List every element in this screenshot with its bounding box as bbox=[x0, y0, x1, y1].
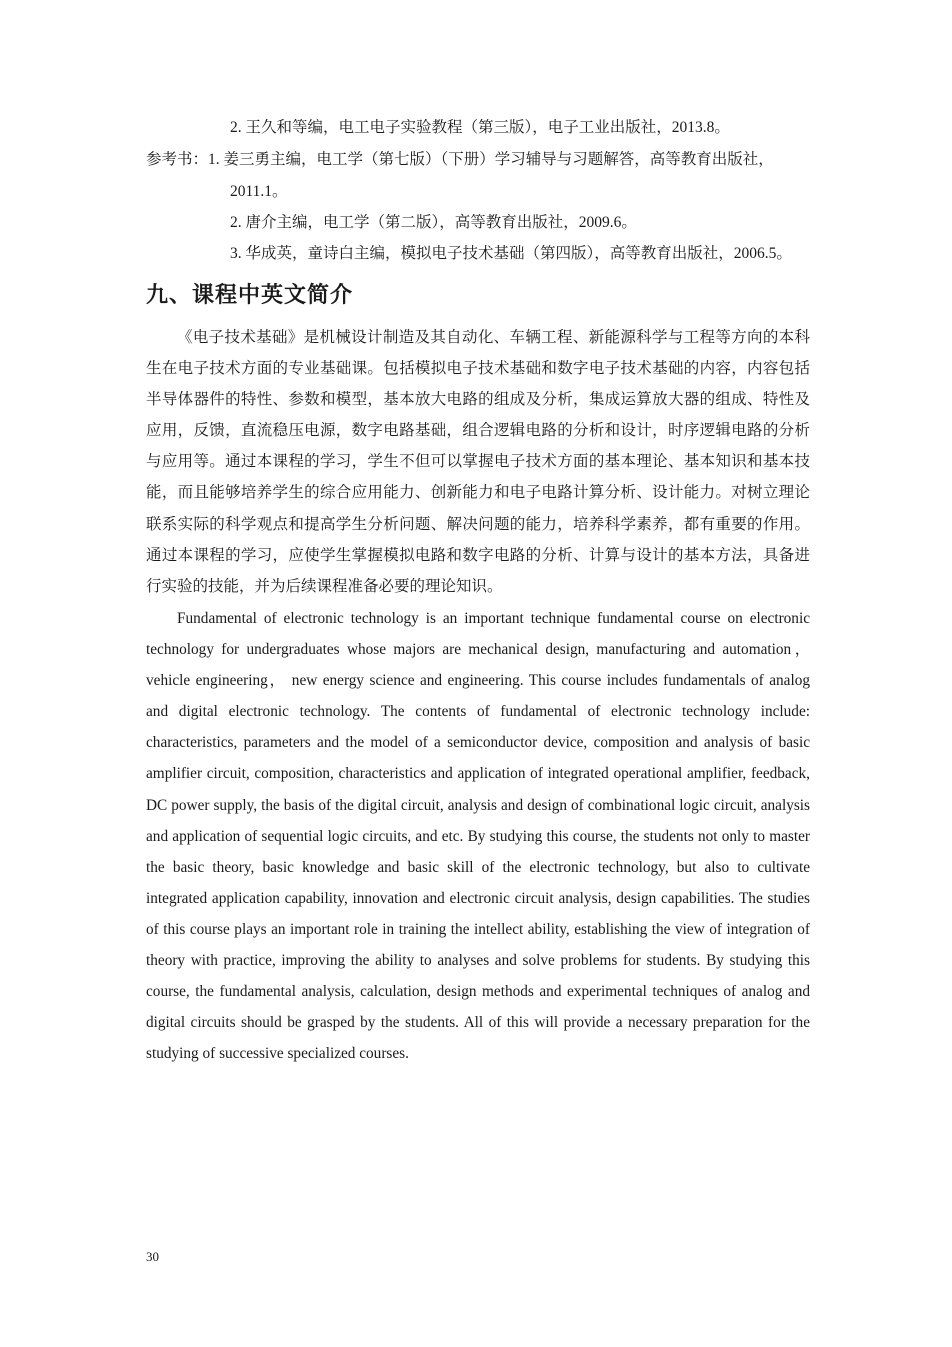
english-introduction-paragraph: Fundamental of electronic technology is an important technique fundamental course on electronic technology for undergraduates whose majors are mechanical design, manufacturing and automation， vehicle engineering， new energy science and engineering. This course includes fundamentals of analog and digital electronic technology. The contents of fundamental of electronic technology include: characteristics, parameters and the model of a semiconductor device, composition and analysis of basic amplifier circuit, composition, characteristics and application of integrated operational amplifier, feedback, DC power supply, the basis of the digital circuit, analysis and design of combinational logic circuit, analysis and application of sequential logic circuits, and etc. By studying this course, the students not only to master the basic theory, basic knowledge and basic skill of the electronic technology, but also to cultivate integrated application capability, innovation and electronic circuit analysis, design capabilities. The studies of this course plays an important role in training the intellect ability, establishing the view of integration of theory with practice, improving the ability to analyses and solve problems for students. By studying this course, the fundamental analysis, calculation, design methods and experimental techniques of analog and digital circuits should be grasped by the students. All of this will provide a necessary preparation for the studying of successive specialized courses. bbox=[146, 610, 810, 1063]
reference-books-item-1-continuation: 2011.1。 bbox=[230, 183, 288, 200]
reference-books-item-1: 参考书：1. 姜三勇主编，电工学（第七版）（下册）学习辅导与习题解答，高等教育出版社， bbox=[146, 151, 774, 168]
reference-books-item-2: 2. 唐介主编，电工学（第二版），高等教育出版社，2009.6。 bbox=[230, 214, 637, 231]
reference-books-item-3: 3. 华成英，童诗白主编，模拟电子技术基础（第四版），高等教育出版社，2006.5。 bbox=[230, 245, 792, 262]
page-number: 30 bbox=[146, 1249, 159, 1264]
section-heading: 九、课程中英文简介 bbox=[146, 283, 354, 308]
textbook-item-2: 2. 王久和等编，电工电子实验教程（第三版），电子工业出版社，2013.8。 bbox=[230, 119, 730, 136]
chinese-introduction-paragraph: 《电子技术基础》是机械设计制造及其自动化、车辆工程、新能源科学与工程等方向的本科生在电子技术方面的专业基础课。包括模拟电子技术基础和数字电子技术基础的内容，内容包括半导体器件的特性、参数和模型，基本放大电路的组成及分析，集成运算放大器的组成、特性及应用，反馈，直流稳压电源，数字电路基础，组合逻辑电路的分析和设计，时序逻辑电路的分析与应用等。通过本课程的学习，学生不但可以掌握电子技术方面的基本理论、基本知识和基本技能，而且能够培养学生的综合应用能力、创新能力和电子电路计算分析、设计能力。对树立理论联系实际的科学观点和提高学生分析问题、解决问题的能力，培养科学素养，都有重要的作用。通过本课程的学习，应使学生掌握模拟电路和数字电路的分析、计算与设计的基本方法，具备进行实验的技能，并为后续课程准备必要的理论知识。 bbox=[146, 329, 810, 595]
